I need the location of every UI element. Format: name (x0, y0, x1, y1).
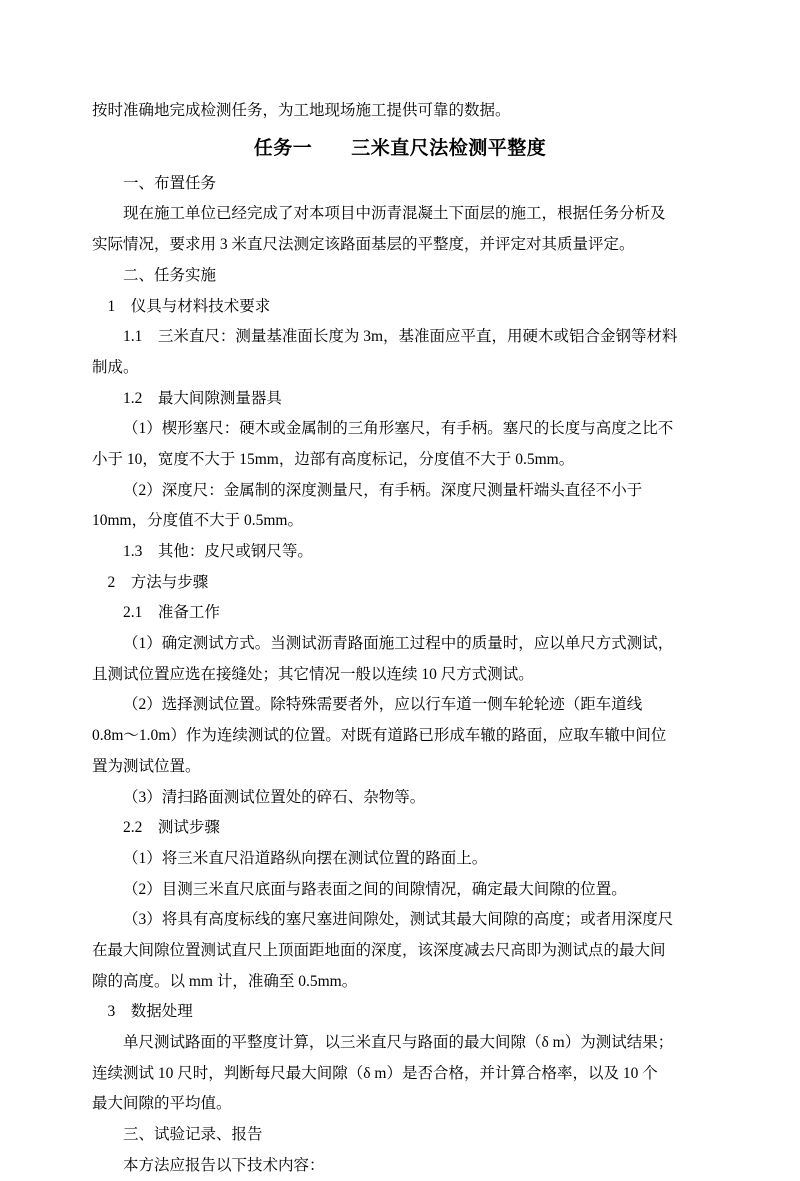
paragraph-item-2-2-c-line3: 隙的高度。以 mm 计，准确至 0.5mm。 (92, 972, 358, 990)
paragraph-section-3-line1: 本方法应报告以下技术内容： (123, 1156, 325, 1174)
paragraph-item-1-2-heading: 1.2 最大间隙测量器具 (123, 389, 282, 407)
paragraph-item-1-3: 1.3 其他：皮尺或钢尺等。 (123, 543, 313, 561)
paragraph-item-3-line3: 最大间隙的平均值。 (92, 1095, 232, 1113)
page-title: 任务一 三米直尺法检测平整度 (253, 137, 547, 159)
paragraph-item-2-1-c: （3）清扫路面测试位置处的碎石、杂物等。 (123, 788, 426, 806)
paragraph-item-1-1-line1: 1.1 三米直尺：测量基准面长度为 3m，基准面应平直，用硬木或铝合金钢等材料 (123, 328, 678, 346)
paragraph-item-2-1-b-line1: （2）选择测试位置。除特殊需要者外，应以行车道一侧车轮轮迹（距车道线 (123, 696, 643, 714)
paragraph-item-1-2-b-line1: （2）深度尺：金属制的深度测量尺，有手柄。深度尺测量杆端头直径不小于 (123, 481, 643, 499)
paragraph-item-2-2-a: （1）将三米直尺沿道路纵向摆在测试位置的路面上。 (123, 849, 488, 867)
paragraph-item-2-2-heading: 2.2 测试步骤 (123, 819, 220, 837)
paragraph-item-1-1-line2: 制成。 (92, 358, 139, 376)
paragraph-task-desc-line2: 实际情况，要求用 3 米直尺法测定该路面基层的平整度，并评定对其质量评定。 (92, 236, 635, 254)
document-body (92, 96, 708, 1181)
paragraph-item-2-1-b-line3: 置为测试位置。 (92, 757, 201, 775)
paragraph-item-3-line1: 单尺测试路面的平整度计算，以三米直尺与路面的最大间隙（δ m）为测试结果； (123, 1034, 674, 1052)
paragraph-item-2-1-heading: 2.1 准备工作 (123, 604, 220, 622)
paragraph-section-3-heading: 三、试验记录、报告 (123, 1126, 263, 1144)
paragraph-item-2-heading: 2 方法与步骤 (107, 573, 209, 591)
paragraph-task-desc-line1: 现在施工单位已经完成了对本项目中沥青混凝土下面层的施工，根据任务分析及 (123, 205, 666, 223)
paragraph-item-2-1-b-line2: 0.8m～1.0m）作为连续测试的位置。对既有道路已形成车辙的路面，应取车辙中间位 (92, 727, 667, 745)
paragraph-item-2-1-a-line1: （1）确定测试方式。当测试沥青路面施工过程中的质量时，应以单尺方式测试， (123, 635, 674, 653)
paragraph-item-3-heading: 3 数据处理 (107, 1003, 193, 1021)
paragraph-item-2-2-c-line2: 在最大间隙位置测试直尺上顶面距地面的深度，该深度减去尺高即为测试点的最大间 (92, 941, 666, 959)
paragraph-item-2-2-c-line1: （3）将具有高度标线的塞尺塞进间隙处，测试其最大间隙的高度；或者用深度尺 (123, 911, 674, 929)
paragraph-section-2-heading: 二、任务实施 (123, 266, 217, 284)
paragraph-intro: 按时准确地完成检测任务，为工地现场施工提供可靠的数据。 (92, 102, 511, 119)
paragraph-item-1-2-a-line1: （1）楔形塞尺：硬木或金属制的三角形塞尺，有手柄。塞尺的长度与高度之比不 (123, 420, 674, 438)
paragraph-section-1-heading: 一、布置任务 (123, 174, 217, 192)
paragraph-item-1-heading: 1 仪具与材料技术要求 (107, 297, 271, 315)
paragraph-item-1-2-a-line2: 小于 10，宽度不大于 15mm，边部有高度标记，分度值不大于 0.5mm。 (92, 450, 575, 468)
paragraph-item-2-1-a-line2: 且测试位置应选在接缝处；其它情况一般以连续 10 尺方式测试。 (92, 665, 534, 683)
paragraph-item-2-2-b: （2）目测三米直尺底面与路表面之间的间隙情况，确定最大间隙的位置。 (123, 880, 627, 898)
paragraph-item-1-2-b-line2: 10mm，分度值不大于 0.5mm。 (92, 512, 303, 530)
paragraph-item-3-line2: 连续测试 10 尺时，判断每尺最大间隙（δ m）是否合格，并计算合格率，以及 10 个 (92, 1064, 658, 1082)
